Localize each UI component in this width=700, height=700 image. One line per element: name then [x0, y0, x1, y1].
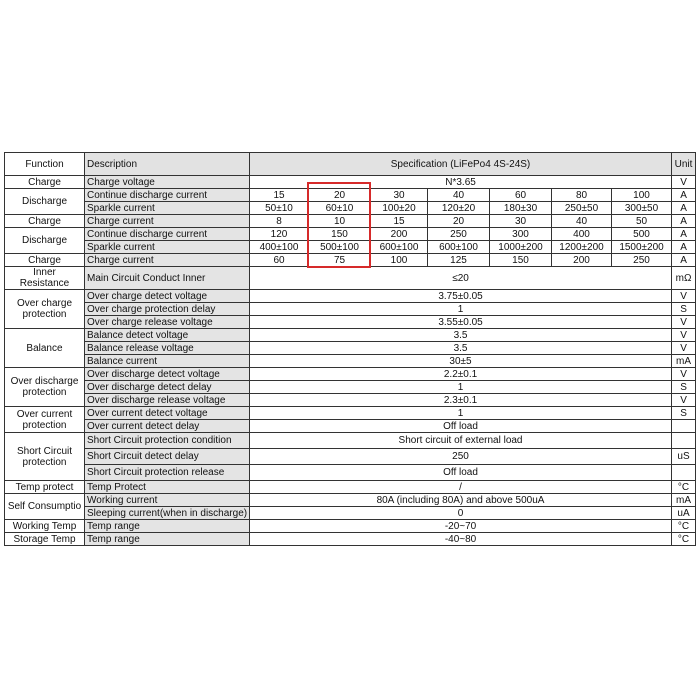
function-cell: Discharge [5, 228, 85, 254]
description-cell: Charge current [85, 215, 250, 228]
value-cell: 120 [250, 228, 309, 241]
value-cell: -40~80 [250, 533, 672, 546]
table-row [5, 228, 696, 241]
table-row [5, 407, 696, 420]
table-row [5, 381, 696, 394]
unit-cell: A [672, 215, 696, 228]
unit-cell [672, 465, 696, 481]
unit-cell: A [672, 228, 696, 241]
value-cell: 200 [552, 254, 612, 267]
value-cell: 1000±200 [490, 241, 552, 254]
value-cell: 60±10 [309, 202, 371, 215]
value-cell: 125 [428, 254, 490, 267]
value-cell: 3.55±0.05 [250, 316, 672, 329]
value-cell: 30±5 [250, 355, 672, 368]
value-cell: 2.3±0.1 [250, 394, 672, 407]
table-row [5, 215, 696, 228]
unit-cell [672, 420, 696, 433]
header-unit: Unit [672, 153, 696, 176]
description-cell: Balance detect voltage [85, 329, 250, 342]
unit-cell: S [672, 303, 696, 316]
value-cell: 120±20 [428, 202, 490, 215]
unit-cell: A [672, 254, 696, 267]
value-cell: 300±50 [612, 202, 672, 215]
table-row [5, 449, 696, 465]
table-row [5, 520, 696, 533]
value-cell: 250 [428, 228, 490, 241]
description-cell: Over charge protection delay [85, 303, 250, 316]
value-cell: N*3.65 [250, 176, 672, 189]
value-cell: 3.5 [250, 342, 672, 355]
table-row [5, 303, 696, 316]
description-cell: Balance current [85, 355, 250, 368]
value-cell: -20~70 [250, 520, 672, 533]
specification-table [4, 152, 696, 546]
unit-cell: V [672, 329, 696, 342]
value-cell: 1 [250, 381, 672, 394]
value-cell: 20 [309, 189, 371, 202]
value-cell: 250 [250, 449, 672, 465]
value-cell: 60 [250, 254, 309, 267]
table-row [5, 355, 696, 368]
value-cell: 60 [490, 189, 552, 202]
value-cell: 400±100 [250, 241, 309, 254]
description-cell: Working current [85, 494, 250, 507]
table-row [5, 176, 696, 189]
value-cell: 50 [612, 215, 672, 228]
value-cell: 200 [371, 228, 428, 241]
table-row [5, 316, 696, 329]
value-cell: 400 [552, 228, 612, 241]
description-cell: Continue discharge current [85, 189, 250, 202]
table-row [5, 533, 696, 546]
description-cell: Continue discharge current [85, 228, 250, 241]
value-cell: 30 [490, 215, 552, 228]
unit-cell: S [672, 381, 696, 394]
value-cell: 500 [612, 228, 672, 241]
table-row [5, 394, 696, 407]
unit-cell: A [672, 189, 696, 202]
description-cell: Main Circuit Conduct Inner [85, 267, 250, 290]
unit-cell: mA [672, 494, 696, 507]
description-cell: Over discharge release voltage [85, 394, 250, 407]
value-cell: 3.75±0.05 [250, 290, 672, 303]
table-row [5, 433, 696, 449]
description-cell: Over discharge detect delay [85, 381, 250, 394]
function-cell: Discharge [5, 189, 85, 215]
description-cell: Sparkle current [85, 241, 250, 254]
table-row [5, 420, 696, 433]
value-cell: / [250, 481, 672, 494]
unit-cell: uA [672, 507, 696, 520]
value-cell: 30 [371, 189, 428, 202]
description-cell: Charge current [85, 254, 250, 267]
value-cell: 20 [428, 215, 490, 228]
unit-cell: A [672, 241, 696, 254]
function-cell: Charge [5, 215, 85, 228]
unit-cell: °C [672, 533, 696, 546]
description-cell: Short Circuit detect delay [85, 449, 250, 465]
table-row [5, 507, 696, 520]
value-cell: 40 [552, 215, 612, 228]
function-cell: Over current protection [5, 407, 85, 433]
value-cell: 80A (including 80A) and above 500uA [250, 494, 672, 507]
description-cell: Over charge detect voltage [85, 290, 250, 303]
table-row [5, 481, 696, 494]
value-cell: 1 [250, 303, 672, 316]
value-cell: 180±30 [490, 202, 552, 215]
function-cell: Charge [5, 176, 85, 189]
value-cell: 250 [612, 254, 672, 267]
header-function: Function [5, 153, 85, 176]
value-cell: 2.2±0.1 [250, 368, 672, 381]
table-row [5, 465, 696, 481]
table-row [5, 290, 696, 303]
function-cell: Working Temp [5, 520, 85, 533]
table-row [5, 342, 696, 355]
function-cell: Charge [5, 254, 85, 267]
function-cell: Inner Resistance [5, 267, 85, 290]
unit-cell: mΩ [672, 267, 696, 290]
header-specification: Specification (LiFePo4 4S-24S) [250, 153, 672, 176]
unit-cell: mA [672, 355, 696, 368]
value-cell: 1500±200 [612, 241, 672, 254]
value-cell: 80 [552, 189, 612, 202]
table-row [5, 267, 696, 290]
description-cell: Over charge release voltage [85, 316, 250, 329]
unit-cell: V [672, 176, 696, 189]
unit-cell: S [672, 407, 696, 420]
unit-cell: A [672, 202, 696, 215]
unit-cell [672, 433, 696, 449]
unit-cell: V [672, 290, 696, 303]
value-cell: 150 [490, 254, 552, 267]
value-cell: 10 [309, 215, 371, 228]
value-cell: 75 [309, 254, 371, 267]
value-cell: Off load [250, 465, 672, 481]
value-cell: 40 [428, 189, 490, 202]
unit-cell: V [672, 342, 696, 355]
value-cell: 600±100 [371, 241, 428, 254]
unit-cell: °C [672, 520, 696, 533]
value-cell: Short circuit of external load [250, 433, 672, 449]
value-cell: 100 [612, 189, 672, 202]
value-cell: 100 [371, 254, 428, 267]
value-cell: 50±10 [250, 202, 309, 215]
unit-cell: °C [672, 481, 696, 494]
value-cell: 8 [250, 215, 309, 228]
table-row [5, 202, 696, 215]
unit-cell: uS [672, 449, 696, 465]
unit-cell: V [672, 316, 696, 329]
value-cell: 100±20 [371, 202, 428, 215]
table-row [5, 494, 696, 507]
function-cell: Short Circuit protection [5, 433, 85, 481]
value-cell: 0 [250, 507, 672, 520]
description-cell: Temp Protect [85, 481, 250, 494]
function-cell: Over charge protection [5, 290, 85, 329]
value-cell: 1 [250, 407, 672, 420]
table-row [5, 329, 696, 342]
value-cell: Off load [250, 420, 672, 433]
value-cell: ≤20 [250, 267, 672, 290]
function-cell: Over discharge protection [5, 368, 85, 407]
unit-cell: V [672, 394, 696, 407]
function-cell: Storage Temp [5, 533, 85, 546]
value-cell: 600±100 [428, 241, 490, 254]
description-cell: Charge voltage [85, 176, 250, 189]
function-cell: Balance [5, 329, 85, 368]
value-cell: 250±50 [552, 202, 612, 215]
description-cell: Short Circuit protection release [85, 465, 250, 481]
value-cell: 3.5 [250, 329, 672, 342]
unit-cell: V [672, 368, 696, 381]
function-cell: Temp protect [5, 481, 85, 494]
table-row [5, 254, 696, 267]
description-cell: Balance release voltage [85, 342, 250, 355]
value-cell: 1200±200 [552, 241, 612, 254]
description-cell: Over current detect delay [85, 420, 250, 433]
value-cell: 150 [309, 228, 371, 241]
table-header-row [5, 153, 696, 176]
description-cell: Sparkle current [85, 202, 250, 215]
function-cell: Self Consumptio [5, 494, 85, 520]
value-cell: 15 [250, 189, 309, 202]
header-description: Description [85, 153, 250, 176]
description-cell: Short Circuit protection condition [85, 433, 250, 449]
table-row [5, 189, 696, 202]
description-cell: Sleeping current(when in discharge) [85, 507, 250, 520]
description-cell: Temp range [85, 533, 250, 546]
table-row [5, 368, 696, 381]
description-cell: Temp range [85, 520, 250, 533]
description-cell: Over current detect voltage [85, 407, 250, 420]
value-cell: 300 [490, 228, 552, 241]
description-cell: Over discharge detect voltage [85, 368, 250, 381]
table-row [5, 241, 696, 254]
value-cell: 15 [371, 215, 428, 228]
value-cell: 500±100 [309, 241, 371, 254]
